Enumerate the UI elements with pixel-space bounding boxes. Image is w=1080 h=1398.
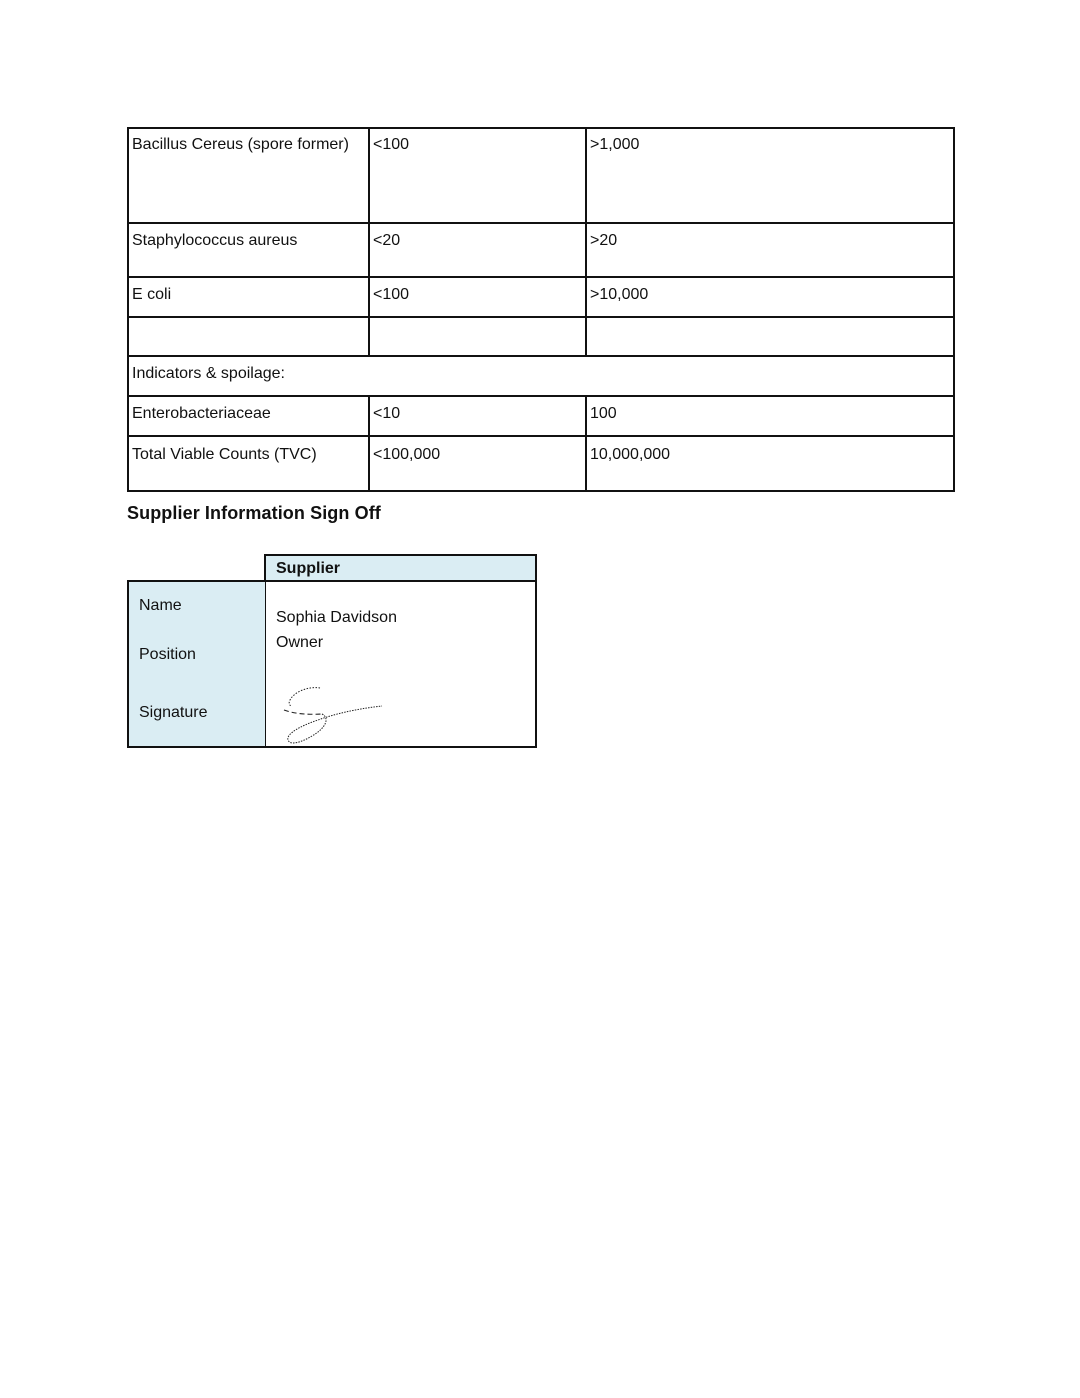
- name-value-cell: [265, 580, 537, 631]
- organism-cell: [128, 317, 369, 356]
- table-row: [128, 223, 954, 277]
- unsatisfactory-cell: 10,000,000: [586, 436, 954, 491]
- signature-label-cell: [127, 680, 266, 748]
- unsatisfactory-cell: >10,000: [586, 277, 954, 317]
- handwritten-signature: [278, 684, 388, 744]
- organism-cell: Enterobacteriaceae: [128, 396, 369, 436]
- name-label-cell: [127, 580, 266, 631]
- supplier-column-header-label: Supplier: [276, 560, 341, 577]
- supplier-column-header: [264, 554, 537, 581]
- microbiological-criteria-table: [127, 127, 955, 492]
- position-value: Owner: [276, 634, 324, 651]
- indicators-heading: Indicators & spoilage:: [128, 356, 954, 396]
- organism-cell: Staphylococcus aureus: [128, 223, 369, 277]
- unsatisfactory-cell: 100: [586, 396, 954, 436]
- unsatisfactory-cell: >20: [586, 223, 954, 277]
- satisfactory-cell: <20: [369, 223, 586, 277]
- section-title: Supplier Information Sign Off: [127, 503, 381, 523]
- signature-value-cell: [265, 680, 537, 748]
- satisfactory-cell: <10: [369, 396, 586, 436]
- organism-cell: Total Viable Counts (TVC): [128, 436, 369, 491]
- satisfactory-cell: [369, 317, 586, 356]
- unsatisfactory-cell: [586, 317, 954, 356]
- organism-cell: Bacillus Cereus (spore former): [128, 128, 369, 223]
- organism-cell: E coli: [128, 277, 369, 317]
- signature-label: Signature: [139, 704, 208, 721]
- position-label-cell: [127, 630, 266, 681]
- table-section-row: [128, 356, 954, 396]
- table-row-empty: [128, 317, 954, 356]
- table-row: [128, 396, 954, 436]
- satisfactory-cell: <100: [369, 277, 586, 317]
- satisfactory-cell: <100: [369, 128, 586, 223]
- table-row: [128, 277, 954, 317]
- position-value-cell: [265, 630, 537, 681]
- table-row: [128, 128, 954, 223]
- name-value: Sophia Davidson: [276, 609, 397, 626]
- position-label: Position: [139, 646, 196, 663]
- unsatisfactory-cell: >1,000: [586, 128, 954, 223]
- table-row: [128, 436, 954, 491]
- name-label: Name: [139, 597, 182, 614]
- supplier-signoff-table: [127, 554, 537, 748]
- satisfactory-cell: <100,000: [369, 436, 586, 491]
